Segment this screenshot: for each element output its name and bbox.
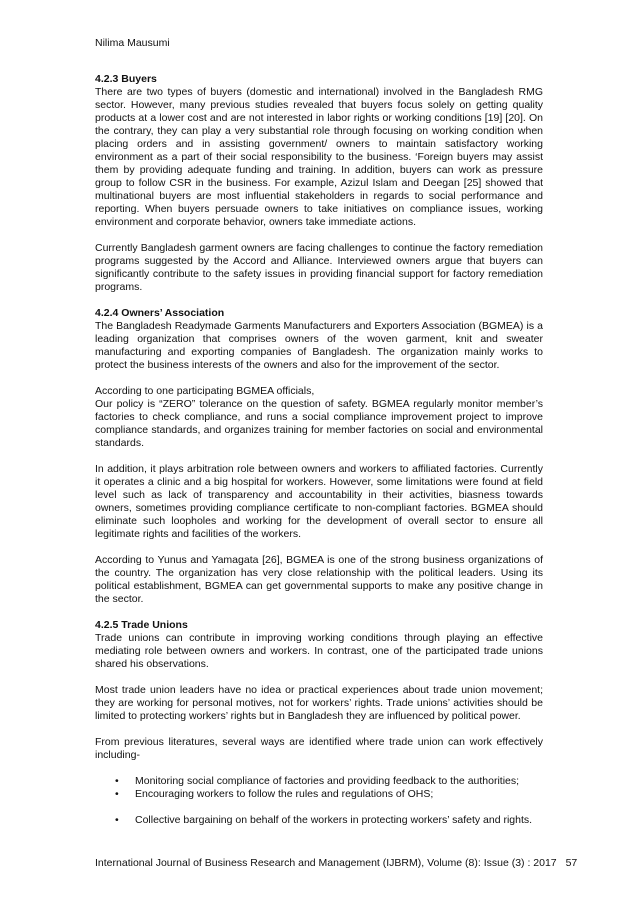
running-footer <box>95 857 578 870</box>
list-item: • Monitoring social compliance of factories and providing feedback to the authorities; <box>115 775 520 787</box>
journal-citation: International Journal of Business Research and Management (IJBRM), Volume (8): Issue (3) : 2017 <box>95 857 557 869</box>
paragraph: From previous literatures, several ways are identified where trade union can work effectively including- <box>95 736 543 761</box>
bullet-list <box>95 775 543 827</box>
paragraph: The Bangladesh Readymade Garments Manufacturers and Exporters Association (BGMEA) is a leading organization that comprises owners of the woven garment, knit and sweater manufacturing and exporting companies of Bangladesh. The organization mainly works to protect the business interests of the owners and also for the improvement of the sector. <box>95 320 543 371</box>
bullet-icon: • <box>115 775 119 787</box>
list-item: • Collective bargaining on behalf of the workers in protecting workers’ safety and rights. <box>115 814 533 826</box>
running-header-author: Nilima Mausumi <box>95 37 170 49</box>
block-quote: Our policy is “ZERO” tolerance on the question of safety. BGMEA regularly monitor member’s factories to check compliance, and runs a social compliance improvement project to improve compliance standards, and organizes training for member factories on social and environmental standards. <box>95 398 543 449</box>
section-heading-buyers: 4.2.3 Buyers <box>95 73 157 85</box>
bullet-icon: • <box>115 814 119 826</box>
paragraph: According to Yunus and Yamagata [26], BGMEA is one of the strong business organizations of the country. The organization has very close relationship with the political leaders. Using its political establishment, BGMEA can get governmental supports to make any positive change in the sector. <box>95 554 543 605</box>
article-body <box>95 73 543 827</box>
paragraph: Trade unions can contribute in improving working conditions through playing an effective mediating role between owners and workers. In contrast, one of the participated trade unions shared his observations. <box>95 632 543 670</box>
page-number: 57 <box>565 857 578 869</box>
section-heading-owners-association: 4.2.4 Owners’ Association <box>95 307 225 319</box>
quote-intro: According to one participating BGMEA officials, <box>95 385 315 397</box>
list-item: • Encouraging workers to follow the rules and regulations of OHS; <box>115 788 434 800</box>
bullet-icon: • <box>115 788 119 800</box>
block-quote: Most trade union leaders have no idea or practical experiences about trade union movement; they are working for personal motives, not for workers’ rights. Trade unions’ activities should be limited to protecting workers’ rights but in Bangladesh they are influenced by political power. <box>95 684 543 722</box>
paragraph: There are two types of buyers (domestic and international) involved in the Bangladesh RMG sector. However, many previous studies revealed that buyers focus solely on getting quality products at a lower cost and are not interested in labor rights or working conditions [19] [20]. On the contrary, they can play a very substantial role through focusing on working condition when placing orders and in assisting government/ owners to maintain satisfactory working environment as a part of their social responsibility to the business. ‘Foreign buyers may assist them by providing adequate funding and training. In addition, buyers can work as pressure group to follow CSR in the business. For example, Azizul Islam and Deegan [25] showed that multinational buyers are most influential stakeholders in regards to social performance and reporting. When buyers persuade owners to take initiatives on compliance issues, working environment and corporate behavior, owners take immediate actions. <box>95 86 543 228</box>
paragraph: Currently Bangladesh garment owners are facing challenges to continue the factory remediation programs suggested by the Accord and Alliance. Interviewed owners argue that buyers can significantly contribute to the safety issues in providing financial support for factory remediation programs. <box>95 242 543 293</box>
section-heading-trade-unions: 4.2.5 Trade Unions <box>95 619 188 631</box>
paragraph: In addition, it plays arbitration role between owners and workers to affiliated factories. Currently it operates a clinic and a big hospital for workers. However, some limitations were found at field level such as lack of transparency and accountability in their activities, biasness towards owners, sometimes providing compliance certificate to non-compliant factories. BGMEA should eliminate such loopholes and working for the development of overall sector to ensure all legitimate rights and facilities of the workers. <box>95 463 543 540</box>
